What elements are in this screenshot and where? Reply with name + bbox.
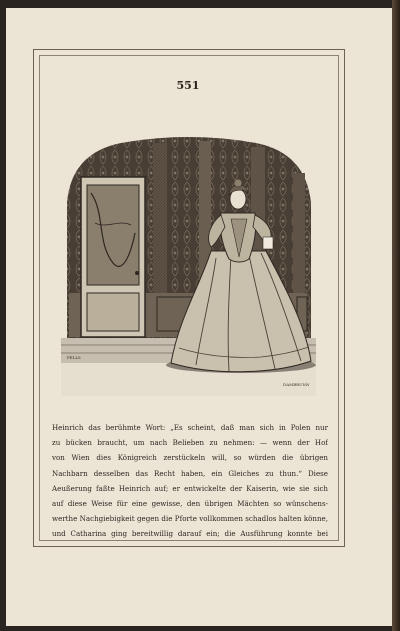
text-line: und Catharina ging bereitwillig darauf ein; die Ausführung konnte bei [52,529,328,539]
text-line: auf diese Weise für eine gewisse, den übrigen Mächten so wünschens- [52,499,328,509]
text-line: Heinrich das berühmte Wort: „Es scheint, daß man sich in Polen nur [52,423,328,432]
svg-text:FELLS: FELLS [67,355,81,360]
engraving-illustration [61,133,316,396]
book-page [6,8,393,626]
page-number: 551 [176,79,200,92]
text-line: von Wien dies Königreich zerstückeln will, so würden die übrigen [52,453,328,463]
text-line: Nachbarn desselben das Recht haben, ein Gleiches zu thun.“ Diese [52,468,328,478]
svg-text:DAMBRUNN: DAMBRUNN [283,382,310,387]
body-text [52,420,328,542]
text-line: werthe Nachgiebigkeit gegen die Pforte vollkommen schadlos halten könne, [52,514,328,524]
book-spine-edge [392,0,400,631]
text-line: Aeußerung faßte Heinrich auf; er entwickelte der Kaiserin, wie sie sich [52,483,328,493]
text-line: zu bücken braucht, um nach Belieben zu nehmen: — wenn der Hof [52,438,328,448]
